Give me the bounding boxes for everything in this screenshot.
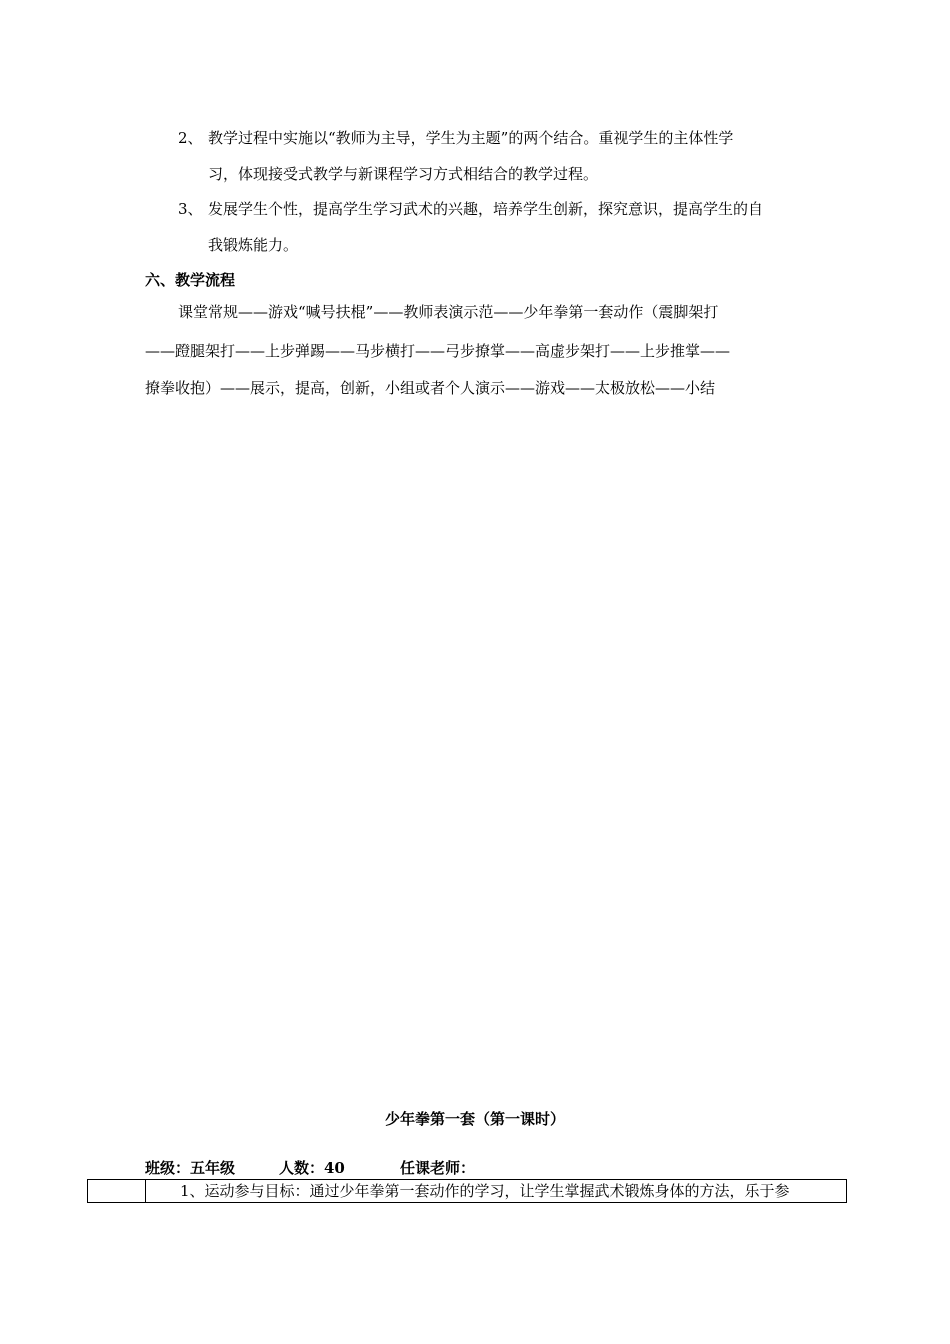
list-item-3-line2: 我锻炼能力。 [208, 236, 299, 254]
class-label: 班级：五年级 [145, 1159, 236, 1177]
list-item-number: 2、 [178, 129, 203, 147]
student-count-label: 人数：40 [279, 1159, 345, 1177]
lesson-title: 少年拳第一套（第一课时） [384, 1110, 565, 1128]
list-item-3-line1 [178, 199, 763, 219]
lesson-table [87, 1179, 847, 1203]
table-cell-label [88, 1180, 146, 1202]
flow-paragraph-line3: 撩拳收抱）——展示，提高，创新，小组或者个人演示——游戏——太极放松——小结 [145, 379, 716, 397]
list-item-2-line1 [178, 128, 733, 148]
table-cell-content: 1、运动参与目标：通过少年拳第一套动作的学习，让学生掌握武术锻炼身体的方法，乐于参 [180, 1182, 790, 1200]
list-item-text: 教学过程中实施以“教师为主导，学生为主题”的两个结合。重视学生的主体性学 [208, 129, 734, 147]
list-item-text: 发展学生个性，提高学生学习武术的兴趣，培养学生创新，探究意识，提高学生的自 [208, 200, 764, 218]
list-item-number: 3、 [178, 200, 203, 218]
flow-paragraph-line1: 课堂常规——游戏“喊号扶棍”——教师表演示范——少年拳第一套动作（震脚架打 [178, 303, 719, 321]
flow-paragraph-line2: ——蹬腿架打——上步弹踢——马步横打——弓步撩掌——高虚步架打——上步推掌—— [145, 342, 731, 360]
list-item-2-line2: 习，体现接受式教学与新课程学习方式相结合的教学过程。 [208, 165, 599, 183]
section-heading: 六、教学流程 [145, 271, 236, 289]
teacher-label: 任课老师： [400, 1159, 476, 1177]
lesson-info-row [145, 1157, 475, 1178]
